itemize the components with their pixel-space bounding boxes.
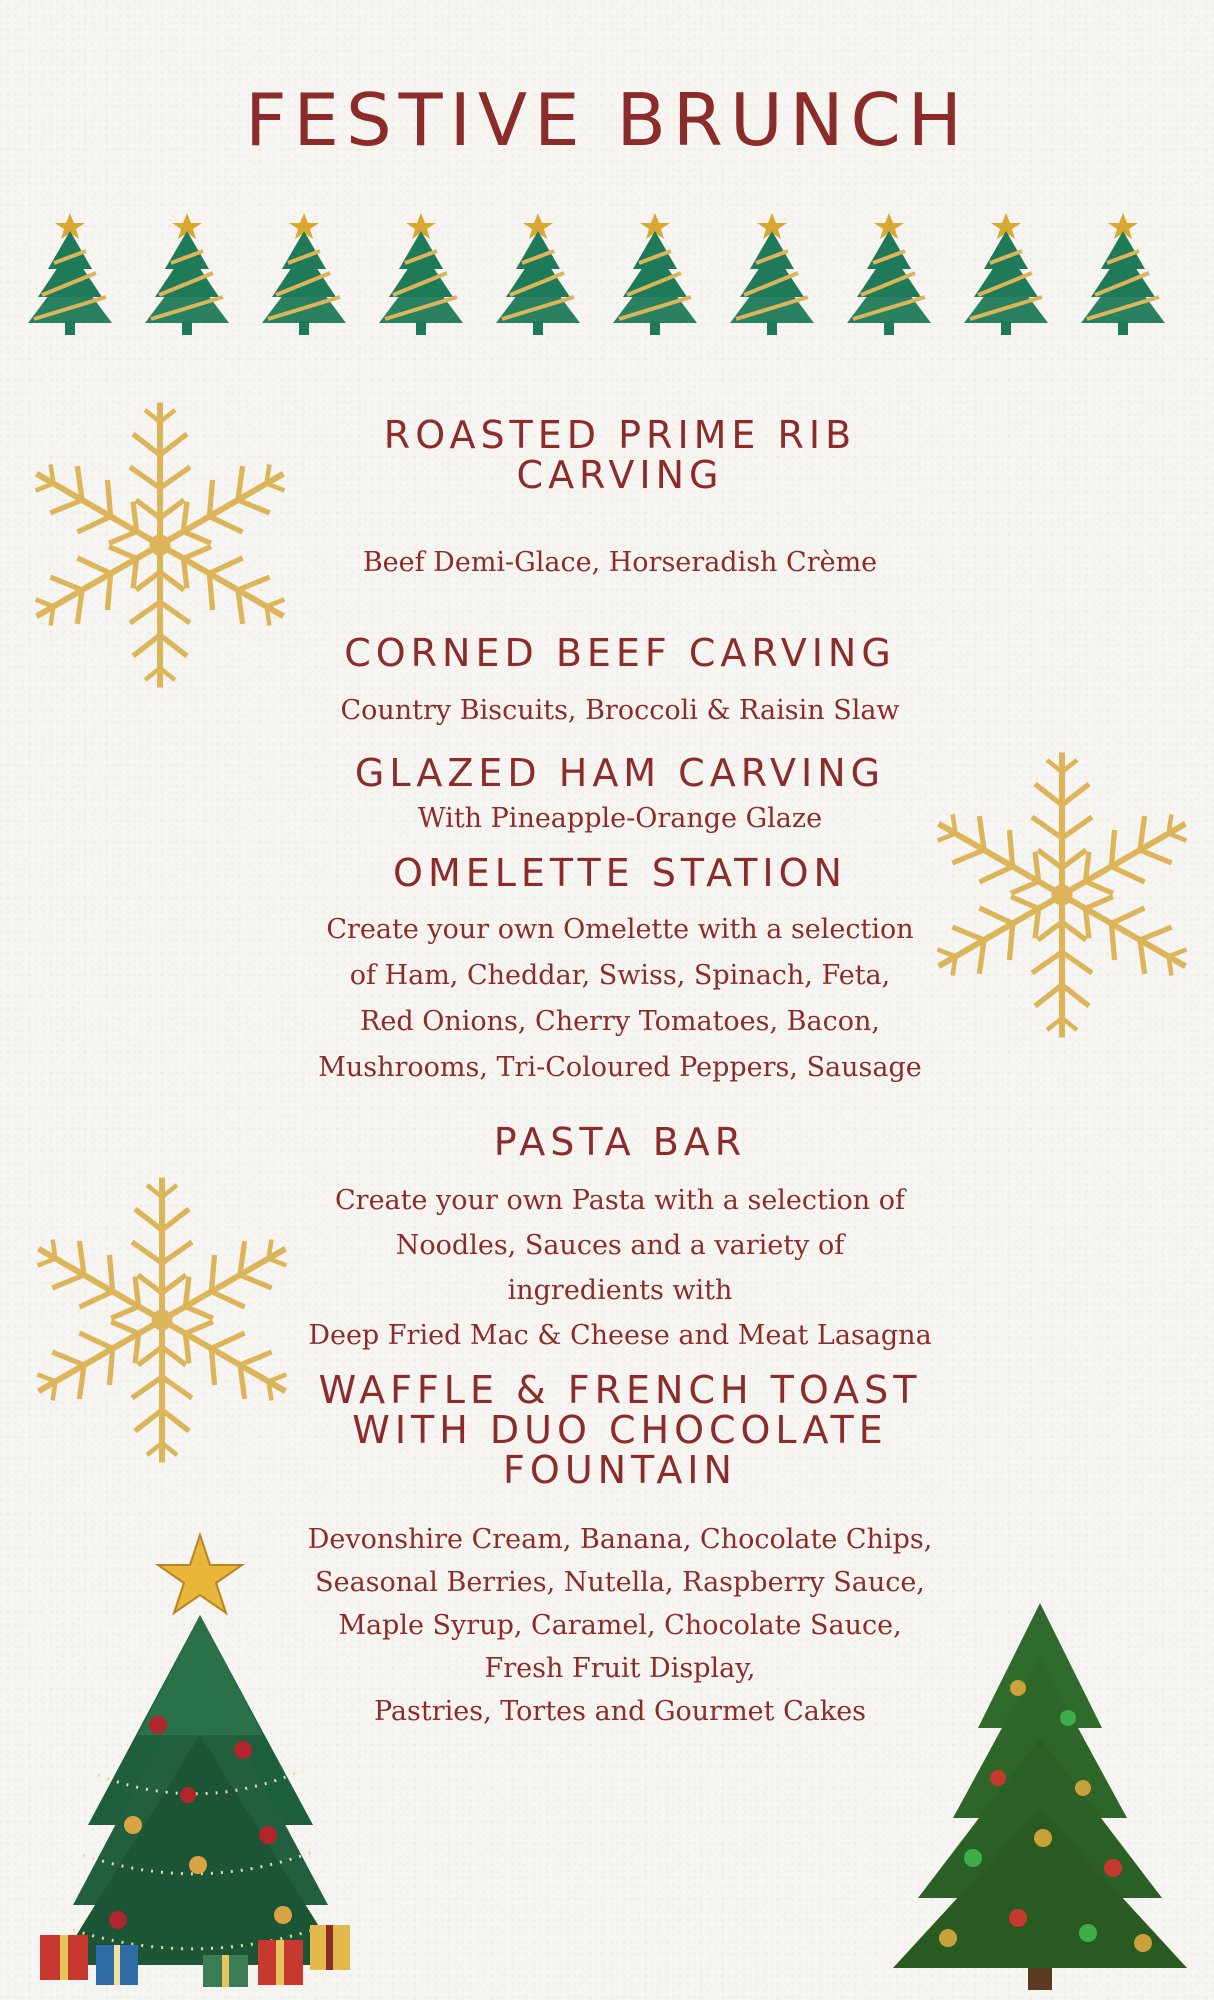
mini-tree-icon bbox=[960, 205, 1052, 335]
christmas-tree-icon bbox=[878, 1598, 1202, 1990]
mini-tree-icon bbox=[1077, 205, 1169, 335]
section-title-glazed-ham: GLAZED HAM CARVING bbox=[354, 751, 886, 795]
section-title-corned-beef: CORNED BEEF CARVING bbox=[344, 631, 896, 675]
section-desc-omelette: Create your own Omelette with a selection of Ham, Cheddar, Swiss, Spinach, Feta, Red Onions, Cherry Tomatoes, Bacon, Mushrooms, Tri-Coloured Peppers, Sausage bbox=[318, 914, 922, 1083]
mini-tree-icon bbox=[609, 205, 701, 335]
section-title-pasta-bar: PASTA BAR bbox=[493, 1120, 747, 1164]
section-title-prime-rib: ROASTED PRIME RIB CARVING bbox=[383, 413, 857, 497]
mini-tree-icon bbox=[258, 205, 350, 335]
snowflake-icon bbox=[8, 395, 312, 695]
menu-title: FESTIVE BRUNCH bbox=[245, 78, 969, 162]
christmas-tree-icon bbox=[28, 1525, 373, 1990]
section-title-waffle: WAFFLE & FRENCH TOAST WITH DUO CHOCOLATE FOUNTAIN bbox=[318, 1368, 922, 1492]
mini-tree-icon bbox=[843, 205, 935, 335]
section-desc-pasta-bar: Create your own Pasta with a selection of Noodles, Sauces and a variety of ingredients with Deep Fried Mac & Cheese and Meat Lasagna bbox=[308, 1185, 932, 1351]
section-desc-prime-rib: Beef Demi-Glace, Horseradish Crème bbox=[362, 547, 878, 578]
mini-tree-row bbox=[24, 205, 1194, 335]
mini-tree-icon bbox=[24, 205, 116, 335]
mini-tree-icon bbox=[726, 205, 818, 335]
mini-tree-icon bbox=[375, 205, 467, 335]
mini-tree-icon bbox=[492, 205, 584, 335]
snowflake-icon bbox=[10, 1170, 314, 1470]
mini-tree-icon bbox=[141, 205, 233, 335]
section-desc-glazed-ham: With Pineapple-Orange Glaze bbox=[417, 803, 823, 834]
section-desc-corned-beef: Country Biscuits, Broccoli & Raisin Slaw bbox=[340, 695, 900, 726]
section-title-omelette: OMELETTE STATION bbox=[393, 851, 847, 895]
section-desc-waffle: Devonshire Cream, Banana, Chocolate Chips, Seasonal Berries, Nutella, Raspberry Sauce, Maple Syrup, Caramel, Chocolate Sauce, Fresh Fruit Display, Pastries, Tortes and Gourmet Cakes bbox=[307, 1524, 933, 1727]
